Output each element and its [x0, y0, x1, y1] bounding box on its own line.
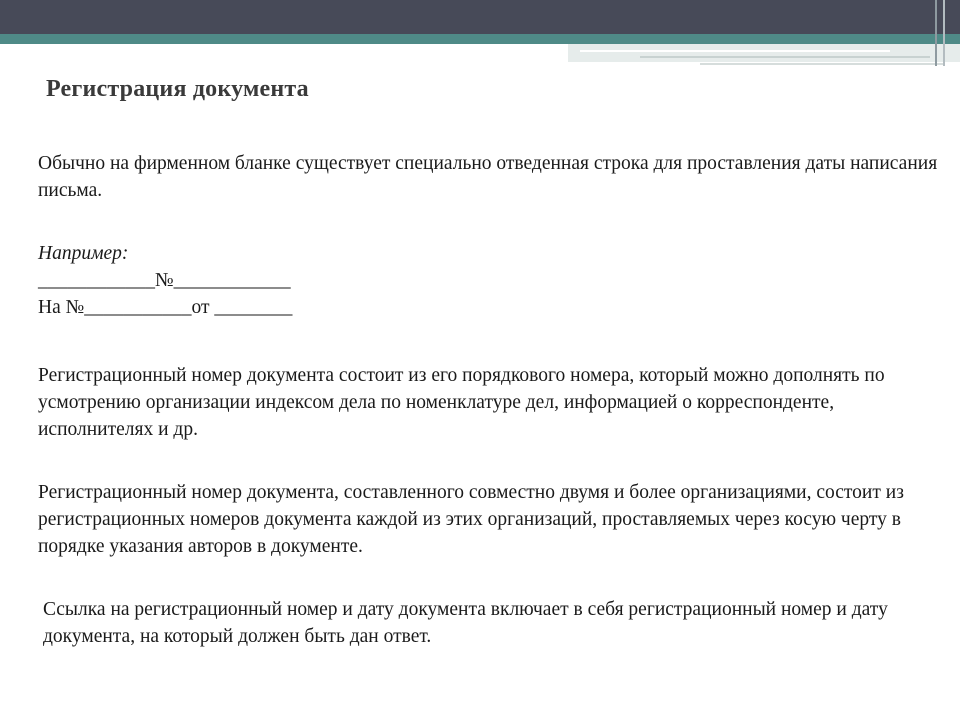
header-bar	[0, 0, 960, 34]
decorative-vertical-line	[935, 0, 937, 66]
example-line-reference: На №___________от ________	[38, 297, 293, 318]
decorative-line	[580, 50, 890, 52]
decorative-line	[700, 63, 945, 65]
slide-title: Регистрация документа	[46, 76, 309, 102]
registration-number-paragraph: Регистрационный номер документа состоит из его порядкового номера, который можно дополнять по усмотрению организации индексом дела по номенклатуре дел, информацией о корреспонденте, исполнителях и др.	[38, 365, 885, 440]
accent-band-light	[568, 44, 960, 62]
reference-paragraph: Ссылка на регистрационный номер и дату документа включает в себя регистрационный номер и дату документа, на который должен быть дан ответ.	[43, 599, 888, 647]
accent-band	[0, 34, 960, 44]
example-label: Например:	[38, 243, 129, 264]
intro-paragraph: Обычно на фирменном бланке существует специально отведенная строка для проставления даты написания письма.	[38, 153, 938, 201]
decorative-vertical-line	[943, 0, 945, 66]
decorative-line	[640, 56, 930, 58]
slide-body	[38, 150, 953, 650]
example-line-number: ____________№____________	[38, 270, 291, 291]
joint-registration-paragraph: Регистрационный номер документа, составленного совместно двумя и более организациями, состоит из регистрационных номеров документа каждой из этих организаций, проставляемых через косую черту в порядке указания авторов в документе.	[38, 482, 904, 557]
